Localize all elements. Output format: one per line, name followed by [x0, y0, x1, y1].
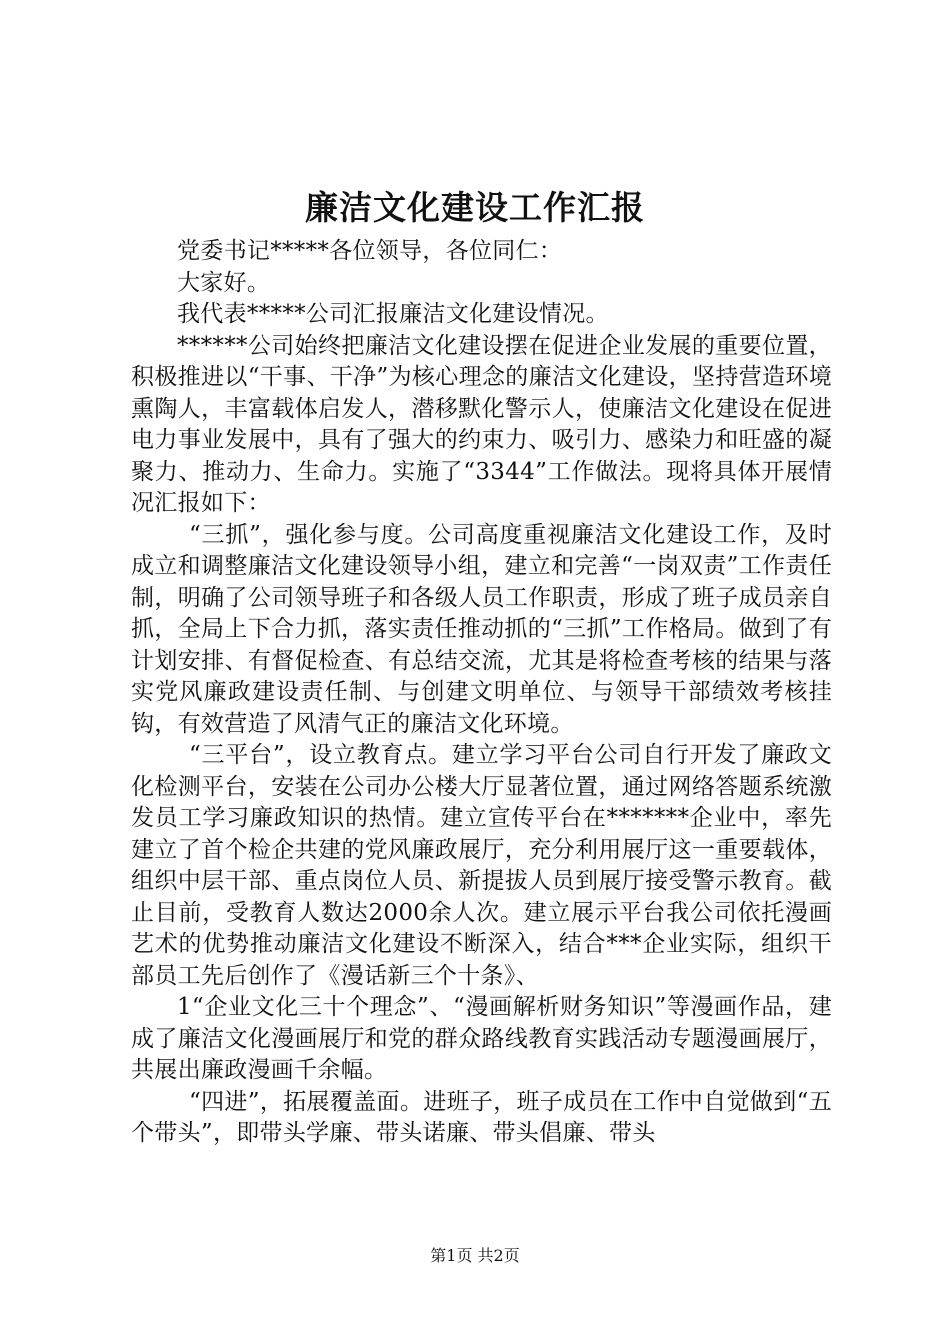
- document-title: 廉洁文化建设工作汇报: [305, 188, 645, 227]
- paragraph-introduction: 我代表*****公司汇报廉洁文化建设情况。: [177, 301, 609, 327]
- paragraph-greeting-recipients: 党委书记*****各位领导，各位同仁：: [177, 238, 563, 264]
- paragraph-greeting: 大家好。: [177, 269, 271, 296]
- page-footer: 第1页 共2页: [430, 1246, 520, 1265]
- paragraph-three-grasps: “三抓”，强化参与度。公司高度重视廉洁文化建设工作，及时成立和调整廉洁文化建设领导小组，建立和完善“一岗双责”工作责任制，明确了公司领导班子和各级人员工作职责，形成了班子成员亲自抓，全局上下合力抓，落实责任推动抓的“三抓”工作格局。做到了有计划安排、有督促检查、有总结交流，尤其是将检查考核的结果与落实党风廉政建设责任制、与创建文明单位、与领导干部绩效考核挂钩，有效营造了风清气正的廉洁文化环境。: [131, 521, 832, 737]
- paragraph-overview: ******公司始终把廉洁文化建设摆在促进企业发展的重要位置，积极推进以“干事、干净”为核心理念的廉洁文化建设，坚持营造环境熏陶人，丰富载体启发人，潜移默化警示人，使廉洁文化建设在促进电力事业发展中，具有了强大的约束力、吸引力、感染力和旺盛的凝聚力、推动力、生命力。实施了“3344”工作做法。现将具体开展情况汇报如下：: [131, 332, 832, 516]
- paragraph-three-platforms: “三平台”，设立教育点。建立学习平台公司自行开发了廉政文化检测平台，安装在公司办公楼大厅显著位置，通过网络答题系统激发员工学习廉政知识的热情。建立宣传平台在*******企业中，率先建立了首个检企共建的党风廉政展厅，充分利用展厅这一重要载体，组织中层干部、重点岗位人员、新提拔人员到展厅接受警示教育。截止目前，受教育人数达2000余人次。建立展示平台我公司依托漫画艺术的优势推动廉洁文化建设不断深入，结合***企业实际，组织干部员工先后创作了《漫话新三个十条》、: [131, 742, 832, 989]
- paragraph-four-entries: “四进”，拓展覆盖面。进班子，班子成员在工作中自觉做到“五个带头”，即带头学廉、带头诺廉、带头倡廉、带头: [131, 1088, 832, 1146]
- paragraph-comic-works: 1“企业文化三十个理念”、“漫画解析财务知识”等漫画作品，建成了廉洁文化漫画展厅和党的群众路线教育实践活动专题漫画展厅，共展出廉政漫画千余幅。: [131, 994, 832, 1083]
- document-body: [131, 236, 832, 1150]
